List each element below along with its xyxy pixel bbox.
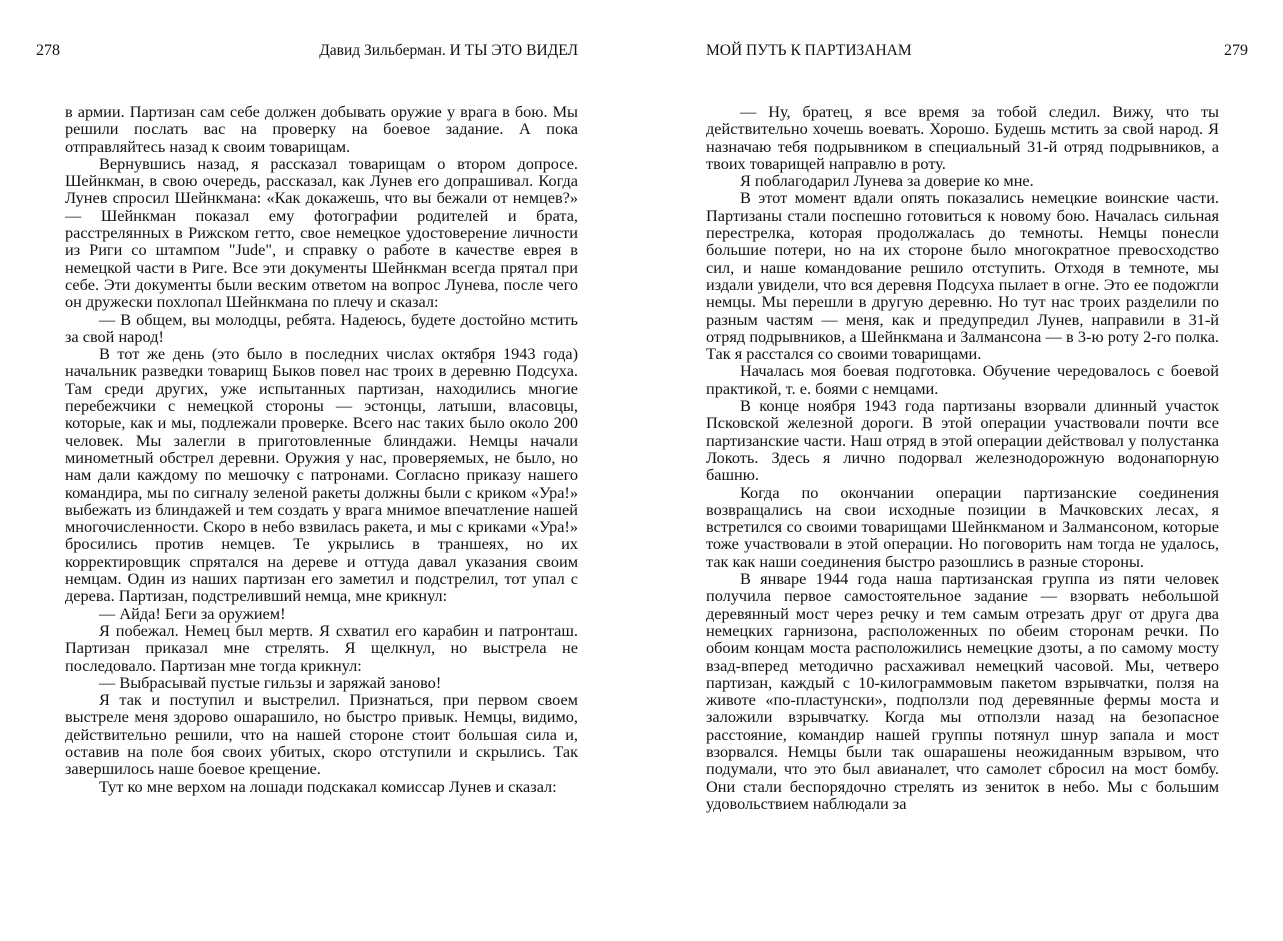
left-page-number: 278 bbox=[36, 42, 60, 59]
left-page-text bbox=[65, 103, 578, 795]
paragraph: — Ну, братец, я все время за тобой следил. Вижу, что ты действительно хочешь воевать. Хорошо. Будешь мстить за свой народ. Я назначаю тебя подрывником в специальный 31-й отряд подрывников, а твоих товарищей направлю в роту. bbox=[706, 102, 1219, 173]
paragraph: В тот же день (это было в последних числах октября 1943 года) начальник разведки товарищ Быков повел нас троих в деревню Подсуха. Там среди других, уже испытанных партизан, находились многие перебежчики с немецкой стороны — эстонцы, латыши, власовцы, которые, как и мы, подлежали проверке. Всего нас таких было около 200 человек. Мы залегли в приготовленные блиндажи. Немцы начали минометный обстрел деревни. Оружия у нас, проверяемых, не было, но нам дали каждому по мешочку с патронами. Согласно приказу нашего командира, мы по сигналу зеленой ракеты должны были с криком «Ура!» выбежать из блиндажей и тем создать у врага мнимое впечатление нашей многочисленности. Скоро в небо взвилась ракета, и мы с криками «Ура!» бросились против немцев. Те укрылись в траншеях, но их корректировщик спрятался на дереве и оттуда давал указания своим немцам. Один из наших партизан его заметил и подстрелил, тот упал с дерева. Партизан, подстреливший немца, мне крикнул: bbox=[65, 344, 578, 606]
paragraph: Началась моя боевая подготовка. Обучение чередовалось с боевой практикой, т. е. боями с немцами. bbox=[706, 361, 1219, 398]
paragraph: Я так и поступил и выстрелил. Признаться, при первом своем выстреле меня здорово ошарашило, но быстро привык. Немцы, видимо, действительно решили, что на нашей стороне стоит большая сила и, оставив на поле боя своих убитых, скоро отступили и скрылись. Так завершилось наше боевое крещение. bbox=[65, 690, 578, 779]
paragraph: Вернувшись назад, я рассказал товарищам о втором допросе. Шейнкман, в свою очередь, рассказал, как Лунев его допрашивал. Когда Лунев спросил Шейнкмана: «Как докажешь, что вы бежали от немцев?» — Шейнкман показал ему фотографии родителей и брата, расстрелянных в Рижском гетто, свое немецкое удостоверение личности из Риги со штампом "Jude", и справку о работе в качестве еврея в немецкой части в Риге. Все эти документы Шейнкман всегда прятал при себе. Эти документы были веским ответом на вопрос Лунева, после чего он дружески похлопал Шейнкмана по плечу и сказал: bbox=[65, 153, 578, 312]
paragraph: Я побежал. Немец был мертв. Я схватил его карабин и патронташ. Партизан приказал мне стрелять. Я щелкнул, но выстрела не последовало. Партизан мне тогда крикнул: bbox=[65, 620, 578, 675]
paragraph: Когда по окончании операции партизанские соединения возвращались на свои исходные позиции в Мачковских лесах, я встретился со своими товарищами Шейнкманом и Залмансоном, которые тоже участвовали в этой операции. Но поговорить нам тогда не удалось, так как наши соединения быстро разошлись в разные стороны. bbox=[706, 482, 1219, 571]
paragraph: в армии. Партизан сам себе должен добывать оружие у врага в бою. Мы решили послать вас на проверку на боевое задание. А пока отправляйтесь назад к своим товарищам. bbox=[65, 102, 578, 156]
left-running-title: Давид Зильберман. И ТЫ ЭТО ВИДЕЛ bbox=[319, 42, 578, 59]
paragraph: — В общем, вы молодцы, ребята. Надеюсь, будете достойно мстить за свой народ! bbox=[65, 309, 578, 346]
paragraph: Я поблагодарил Лунева за доверие ко мне. bbox=[740, 171, 1034, 191]
paragraph: — Айда! Беги за оружием! bbox=[99, 603, 286, 623]
right-running-title: МОЙ ПУТЬ К ПАРТИЗАНАМ bbox=[706, 42, 912, 59]
paragraph: В конце ноября 1943 года партизаны взорвали длинный участок Псковской железной дороги. В этой операции участвовали почти все партизанские части. Наш отряд в этой операции действовал у полустанка Локоть. Здесь я лично подорвал железнодорожную водонапорную башню. bbox=[706, 396, 1219, 485]
paragraph: Тут ко мне верхом на лошади подскакал комиссар Лунев и сказал: bbox=[99, 776, 557, 796]
paragraph: В этот момент вдали опять показались немецкие воинские части. Партизаны стали поспешно готовиться к новому бою. Началась сильная перестрелка, которая продолжалась до темноты. Немцы понесли большие потери, но на их стороне было многократное превосходство сил, и наше командование решило отступить. Отходя в темноте, мы издали увидели, что вся деревня Подсуха пылает в огне. Это ее подожгли немцы. Мы перешли в другую деревню. Но тут нас троих разделили по разным частям — меня, как и предупредил Лунев, направили в 31-й отряд подрывников, а Шейнкмана и Залмансона — в 3-ю роту 2-го полка. Так я расстался со своими товарищами. bbox=[706, 188, 1219, 364]
paragraph: В январе 1944 года наша партизанская группа из пяти человек получила первое самостоятельное задание — взорвать небольшой деревянный мост через речку и тем самым отрезать друг от друга два немецких гарнизона, расположенных по обеим сторонам речки. По обоим концам моста расположились немецкие дзоты, а по самому мосту взад-вперед методично расхаживал немецкий часовой. Мы, четверо партизан, каждый с 10-килограммовым пакетом взрывчатки, ползя на животе «по-пластунски», подползли под деревянные фермы моста и заложили взрывчатку. Когда мы отползли назад на безопасное расстояние, командир нашей группы потянул шнур запала и мост взорвался. Немцы были так ошарашены неожиданным взрывом, что подумали, что это был авианалет, что самолет сбросил на мост бомбу. Они стали беспорядочно стрелять из зениток в небо. Мы с большим удовольствием наблюдали за bbox=[706, 569, 1219, 813]
right-page-number: 279 bbox=[1224, 42, 1248, 59]
paragraph: — Выбрасывай пустые гильзы и заряжай заново! bbox=[99, 672, 442, 692]
right-page-text bbox=[706, 103, 1219, 812]
